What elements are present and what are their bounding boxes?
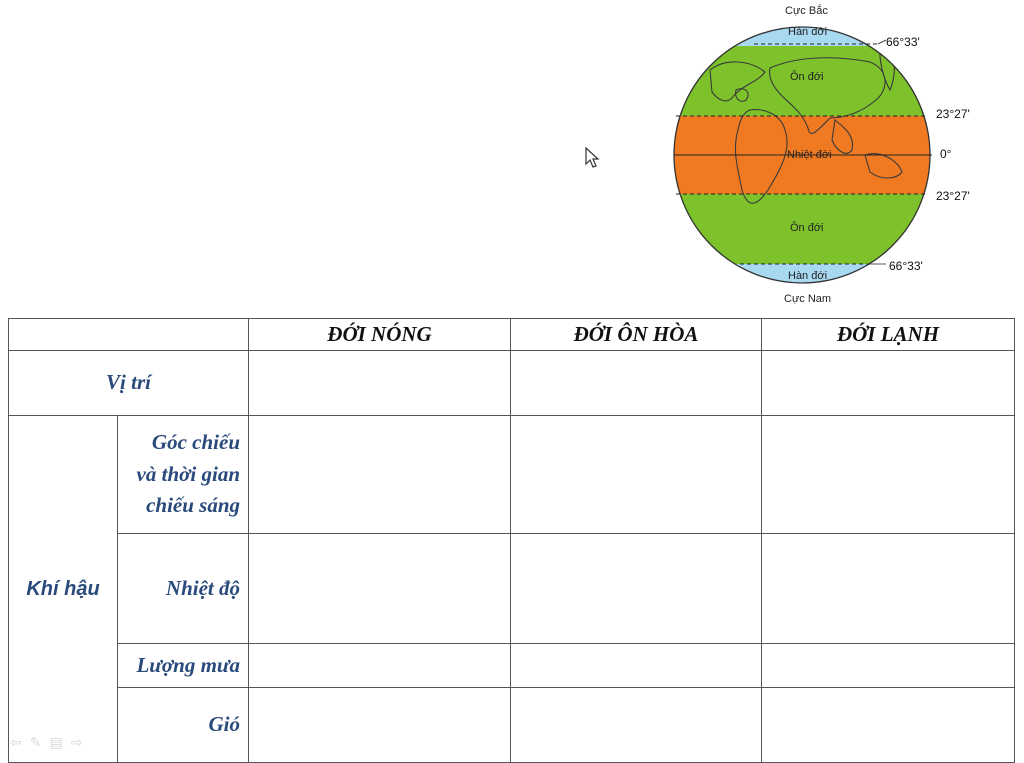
cell-gio-doi-nong[interactable] [249, 688, 511, 763]
cell-goc-chieu-doi-on-hoa[interactable] [511, 416, 762, 534]
cell-nhiet-do-doi-nong[interactable] [249, 534, 511, 644]
row-label-goc-chieu [118, 416, 249, 534]
mouse-pointer-icon [585, 147, 601, 174]
row-label-nhiet-do: Nhiệt độ [118, 534, 249, 644]
row-label-gio: Gió [118, 688, 249, 763]
row-label-luong-mua: Lượng mưa [118, 644, 249, 688]
cell-gio-doi-on-hoa[interactable] [511, 688, 762, 763]
goc-chieu-line-1: Góc chiếu [151, 430, 240, 455]
cell-vi-tri-doi-nong[interactable] [249, 351, 511, 416]
header-doi-lanh: ĐỚI LẠNH [762, 319, 1015, 351]
equator-label: 0° [940, 147, 952, 161]
cell-vi-tri-doi-lanh[interactable] [762, 351, 1015, 416]
globe-svg [640, 0, 980, 310]
tropic-capricorn-label: 23°27' [936, 189, 970, 203]
header-doi-nong: ĐỚI NÓNG [249, 319, 511, 351]
cell-luong-mua-doi-nong[interactable] [249, 644, 511, 688]
north-pole-label: Cực Bắc [785, 5, 828, 17]
faded-slide-toolbar[interactable] [10, 734, 90, 751]
pen-icon[interactable]: ✎ [29, 734, 50, 750]
goc-chieu-line-3: chiếu sáng [146, 493, 240, 518]
cell-nhiet-do-doi-lanh[interactable] [762, 534, 1015, 644]
cell-luong-mua-doi-lanh[interactable] [762, 644, 1015, 688]
cell-goc-chieu-doi-lanh[interactable] [762, 416, 1015, 534]
antarctic-circle-label: 66°33' [889, 259, 923, 273]
on-doi-bottom-label: Ôn đới [790, 222, 824, 234]
cell-vi-tri-doi-on-hoa[interactable] [511, 351, 762, 416]
cell-gio-doi-lanh[interactable] [762, 688, 1015, 763]
header-doi-on-hoa: ĐỚI ÔN HÒA [511, 319, 762, 351]
climate-zone-table [8, 318, 1015, 763]
menu-icon[interactable]: ▤ [49, 734, 71, 750]
cell-luong-mua-doi-on-hoa[interactable] [511, 644, 762, 688]
globe-diagram [640, 0, 980, 310]
row-label-vi-tri: Vị trí [9, 351, 249, 416]
tropic-cancer-label: 23°27' [936, 107, 970, 121]
arctic-circle-label: 66°33' [886, 35, 920, 49]
goc-chieu-line-2: và thời gian [136, 461, 240, 486]
cell-goc-chieu-doi-nong[interactable] [249, 416, 511, 534]
arrow-icon[interactable]: ⇦ [10, 734, 30, 750]
next-icon[interactable]: ⇨ [70, 734, 91, 750]
south-pole-label: Cực Nam [784, 293, 832, 305]
header-corner-cell [9, 319, 249, 351]
han-doi-bottom-label: Hàn đới [788, 270, 828, 282]
on-doi-top-label: Ôn đới [790, 71, 824, 83]
nhiet-doi-label: Nhiệt đới [787, 149, 832, 161]
row-label-khi-hau: Khí hậu [9, 416, 118, 763]
han-doi-top-label: Hàn đới [788, 26, 828, 38]
cell-nhiet-do-doi-on-hoa[interactable] [511, 534, 762, 644]
